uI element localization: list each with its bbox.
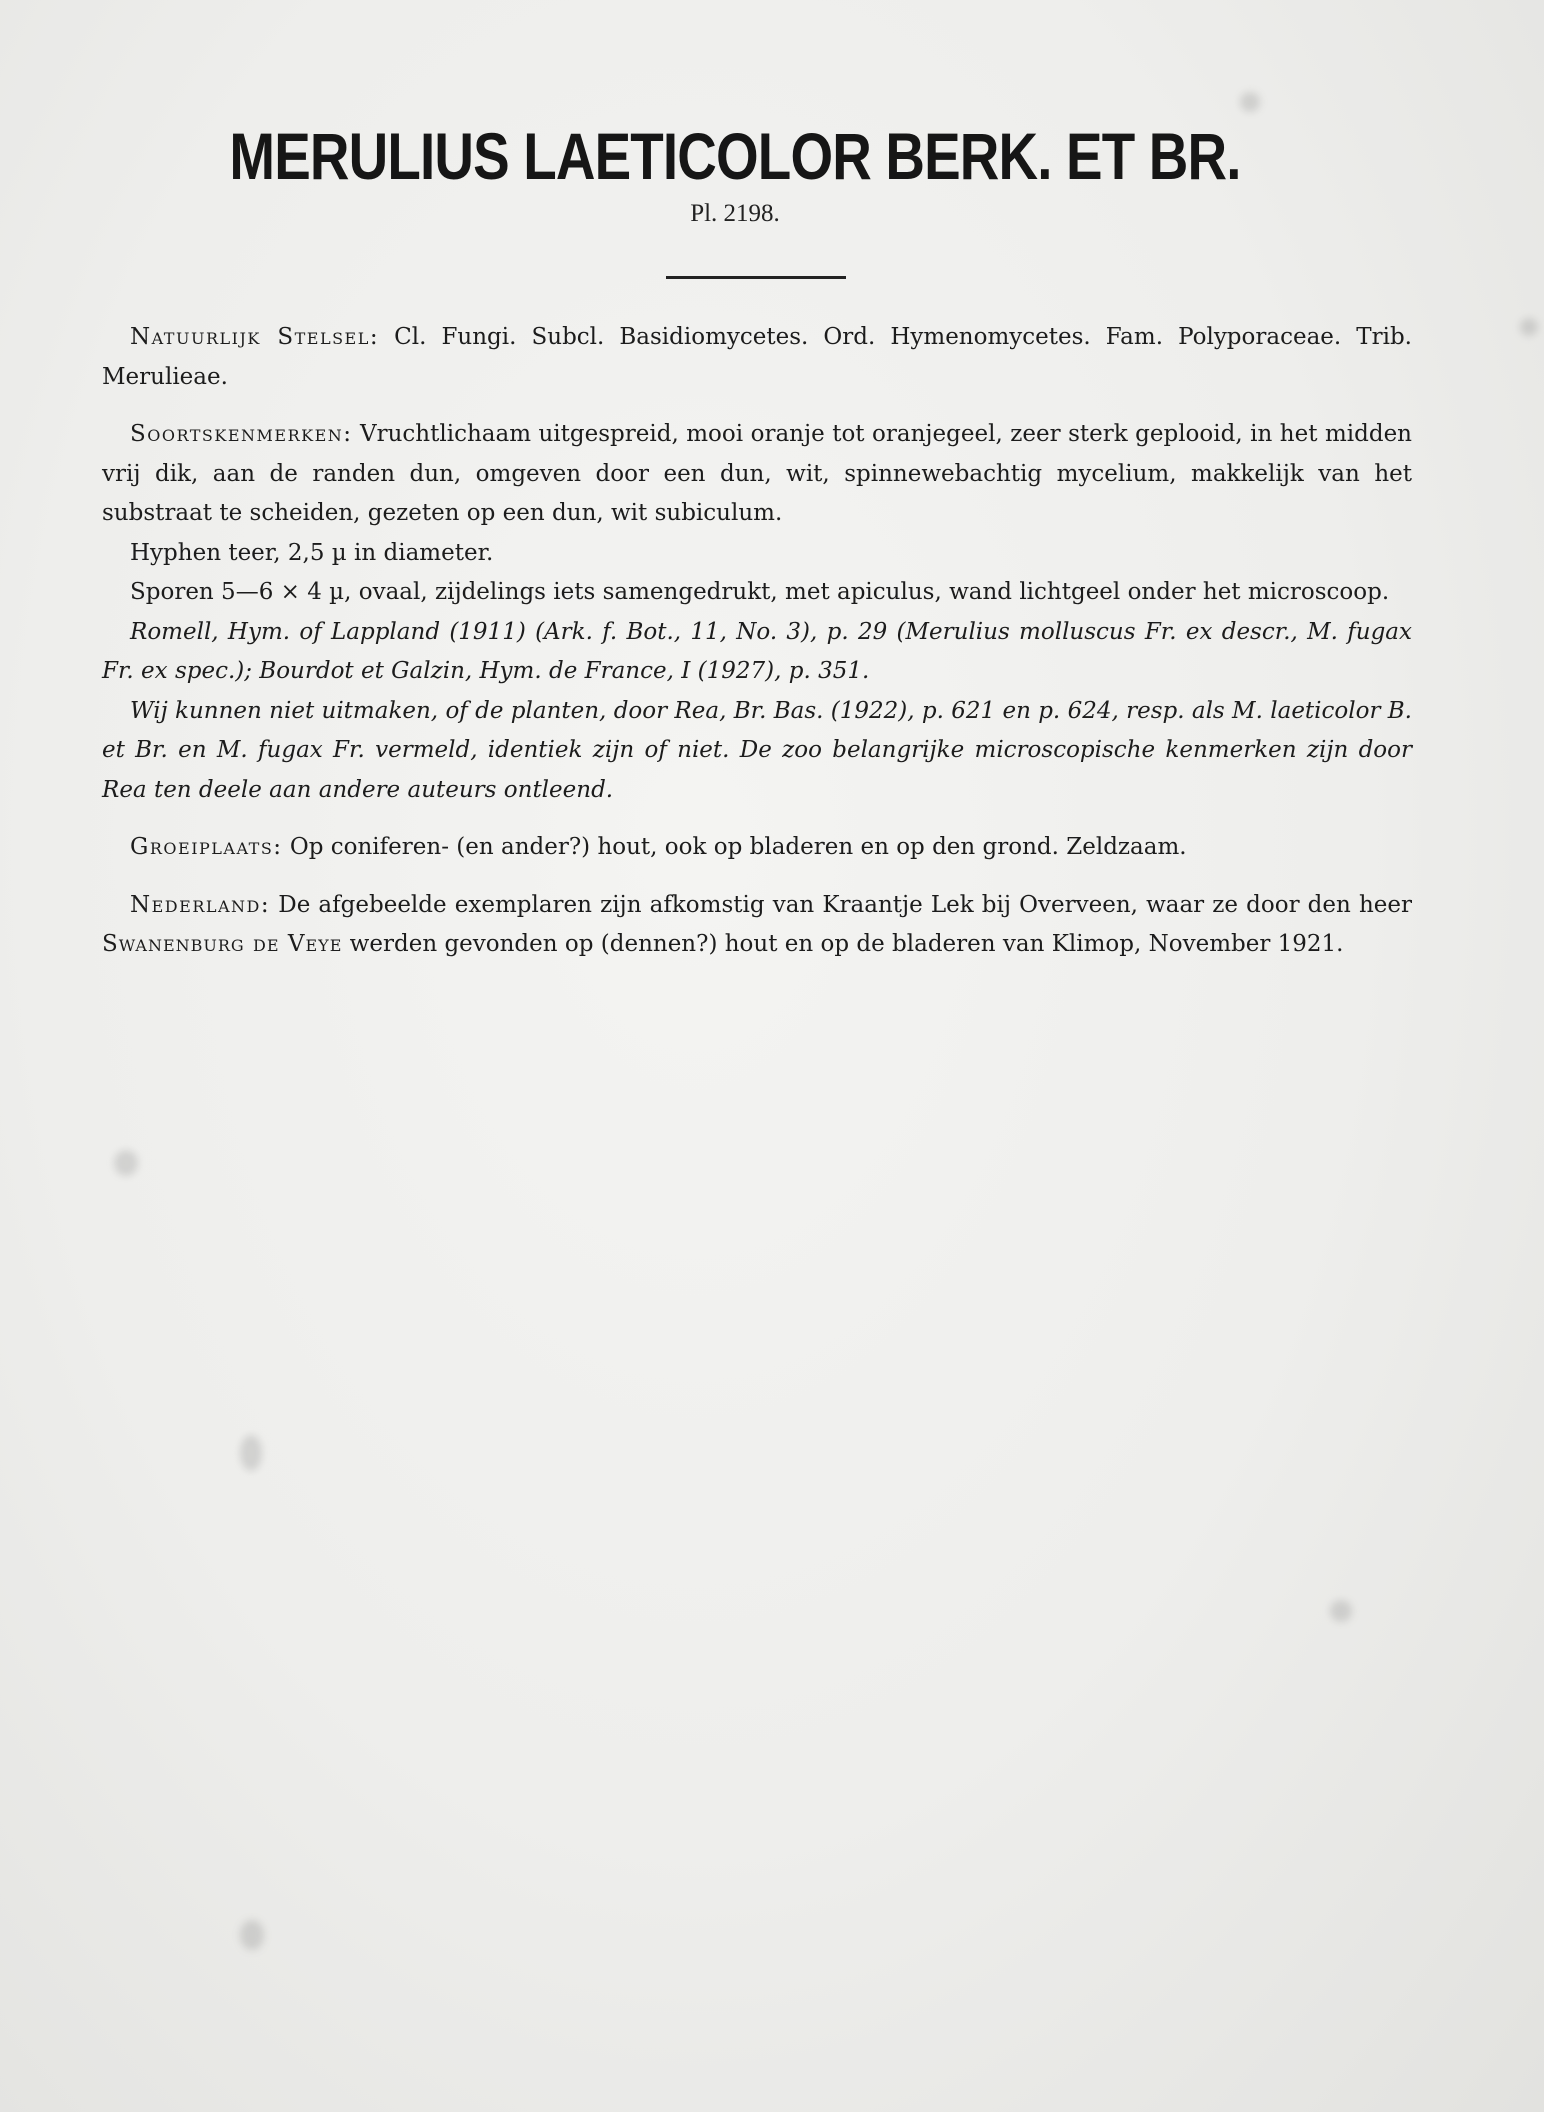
literature-reference: Romell, Hym. of Lappland (1911) (Ark. f. Bot., 11, No. 3), p. 29 (Merulius molluscus Fr. ex descr., M. fugax Fr. ex spec.); Bourdot et Galzin, Hym. de France, I (1927), p. 351. (102, 618, 1412, 684)
sporen-paragraph: Sporen 5—6 × 4 µ, ovaal, zijdelings iets samengedrukt, met apiculus, wand lichtgeel onder het microscoop. (130, 579, 1390, 605)
plate-number: Pl. 2198. (690, 200, 780, 227)
nederland-text-2: werden gevonden op (dennen?) hout en op de bladeren van Klimop, November 1921. (342, 931, 1344, 957)
page-speck (1240, 92, 1260, 112)
collector-name: Swanenburg de Veye (102, 931, 343, 957)
soortskenmerken-label: Soortskenmerken: (130, 421, 353, 447)
page-speck (240, 1920, 264, 1950)
soortskenmerken-text: Vruchtlichaam uitgespreid, mooi oranje tot oranjegeel, zeer sterk geplooid, in het midden vrij dik, aan de randen dun, omgeven door een dun, wit, spinnewebachtig mycelium, makkelijk van het substraat te scheiden, gezeten op een dun, wit subiculum. (102, 421, 1412, 526)
nederland-paragraph (102, 886, 1412, 965)
nederland-text-1: De afgebeelde exemplaren zijn afkomstig van Kraantje Lek bij Overveen, waar ze door den heer (270, 891, 1412, 918)
natuurlijk-stelsel-paragraph (102, 318, 1412, 397)
page-speck (114, 1150, 138, 1176)
natuurlijk-stelsel-label: Natuurlijk Stelsel: (130, 324, 380, 350)
groeiplaats-label: Groeiplaats: (130, 834, 283, 860)
groeiplaats-text: Op coniferen- (en ander?) hout, ook op bladeren en op den grond. Zeldzaam. (282, 834, 1187, 860)
literature-remark: Wij kunnen niet uitmaken, of de planten, door Rea, Br. Bas. (1922), p. 621 en p. 624, resp. als M. laeticolor B. et Br. en M. fugax Fr. vermeld, identiek zijn of niet. De zoo belangrijke microscopische kenmerken zijn door Rea ten deele aan andere auteurs ontleend. (102, 697, 1412, 803)
page-speck (1330, 1600, 1352, 1622)
groeiplaats-paragraph (102, 828, 1412, 868)
page-title: MERULIUS LAETICOLOR BERK. ET BR. (229, 119, 1241, 193)
page-speck (1520, 318, 1538, 336)
title-divider (666, 276, 846, 279)
hyphen-paragraph: Hyphen teer, 2,5 µ in diameter. (130, 539, 494, 566)
page-speck (240, 1435, 262, 1471)
soortskenmerken-paragraph (102, 415, 1412, 534)
nederland-label: Nederland: (130, 891, 271, 918)
natuurlijk-stelsel-text: Cl. Fungi. Subcl. Basidiomycetes. Ord. Hymenomycetes. Fam. Polyporaceae. Trib. Merulieae. (102, 324, 1412, 390)
document-body (102, 318, 1412, 965)
